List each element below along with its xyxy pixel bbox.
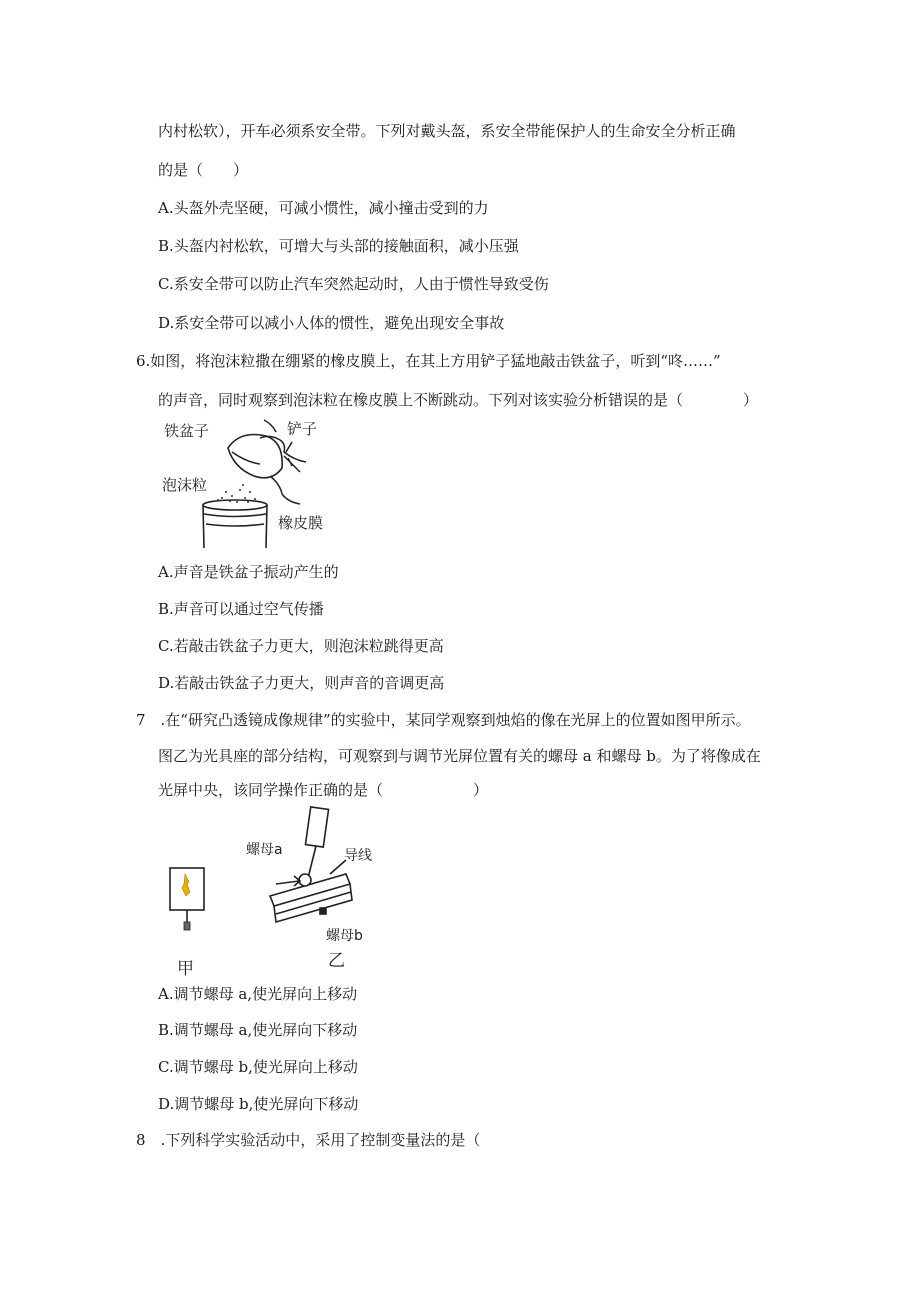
iron-basin [228,435,282,478]
q7-option-b: B.调节螺母 a,使光屏向下移动 [158,1021,358,1039]
label-shovel: 铲子 [287,420,318,438]
label-nut-a: 螺母a [246,842,283,858]
q7-figure [160,804,390,980]
screen-jia [170,868,204,979]
label-membrane: 橡皮膜 [278,514,324,532]
q5-stem-line1: 内村松软），开车必须系安全带。下列对戴头盔，系安全带能保护人的生命安全分析正确 [158,122,736,140]
q6-figure [160,412,360,552]
q7-stem-line2: 图乙为光具座的部分结构，可观察到与调节光屏位置有关的螺母 a 和螺母 b。为了将像成在 [158,747,761,765]
label-iron-basin: 铁盆子 [164,422,210,440]
q5-option-b: B.头盔内衬松软，可增大与头部的接触面积，减小压强 [158,237,519,255]
label-nut-b: 螺母b [326,928,363,944]
q6-stem-line2: 的声音，同时观察到泡沫粒在橡皮膜上不断跳动。下列对该实验分析错误的是（ ） [158,391,759,409]
label-jia: 甲 [177,959,194,979]
drum [203,500,267,548]
q8-stem-line1: 8 .下列科学实验活动中，采用了控制变量法的是（ [136,1131,481,1149]
label-wire: 导线 [344,848,372,864]
q5-option-a: A.头盔外壳坚硬，可减小惯性，减小撞击受到的力 [158,199,489,217]
q7-stem-line1: 7 .在“研究凸透镜成像规律”的实验中，某同学观察到烛焰的像在光屏上的位置如图甲所示。 [136,711,751,729]
q7-option-c: C.调节螺母 b,使光屏向上移动 [158,1058,358,1076]
q6-option-d: D.若敲击铁盆子力更大，则声音的音调更高 [158,674,445,692]
q5-stem-line2: 的是（ ） [158,161,249,179]
q6-option-c: C.若敲击铁盆子力更大，则泡沫粒跳得更高 [158,637,444,655]
shovel [284,456,300,472]
bench-yi [270,807,352,971]
q7-option-a: A.调节螺母 a,使光屏向上移动 [158,985,358,1003]
q6-stem-line1: 6.如图，将泡沫粒撒在绷紧的橡皮膜上，在其上方用铲子猛地敲击铁盆子，听到“咚……” [136,352,721,370]
q5-option-d: D.系安全带可以减小人体的惯性，避免出现安全事故 [158,314,505,332]
q6-option-a: A.声音是铁盆子振动产生的 [158,563,339,581]
q5-option-c: C.系安全带可以防止汽车突然起动时，人由于惯性导致受伤 [158,275,549,293]
label-foam: 泡沫粒 [162,476,208,494]
q6-option-b: B.声音可以通过空气传播 [158,600,324,618]
q7-stem-line3: 光屏中央，该同学操作正确的是（ ） [158,781,489,799]
label-yi: 乙 [328,951,345,971]
q7-option-d: D.调节螺母 b,使光屏向下移动 [158,1095,359,1113]
